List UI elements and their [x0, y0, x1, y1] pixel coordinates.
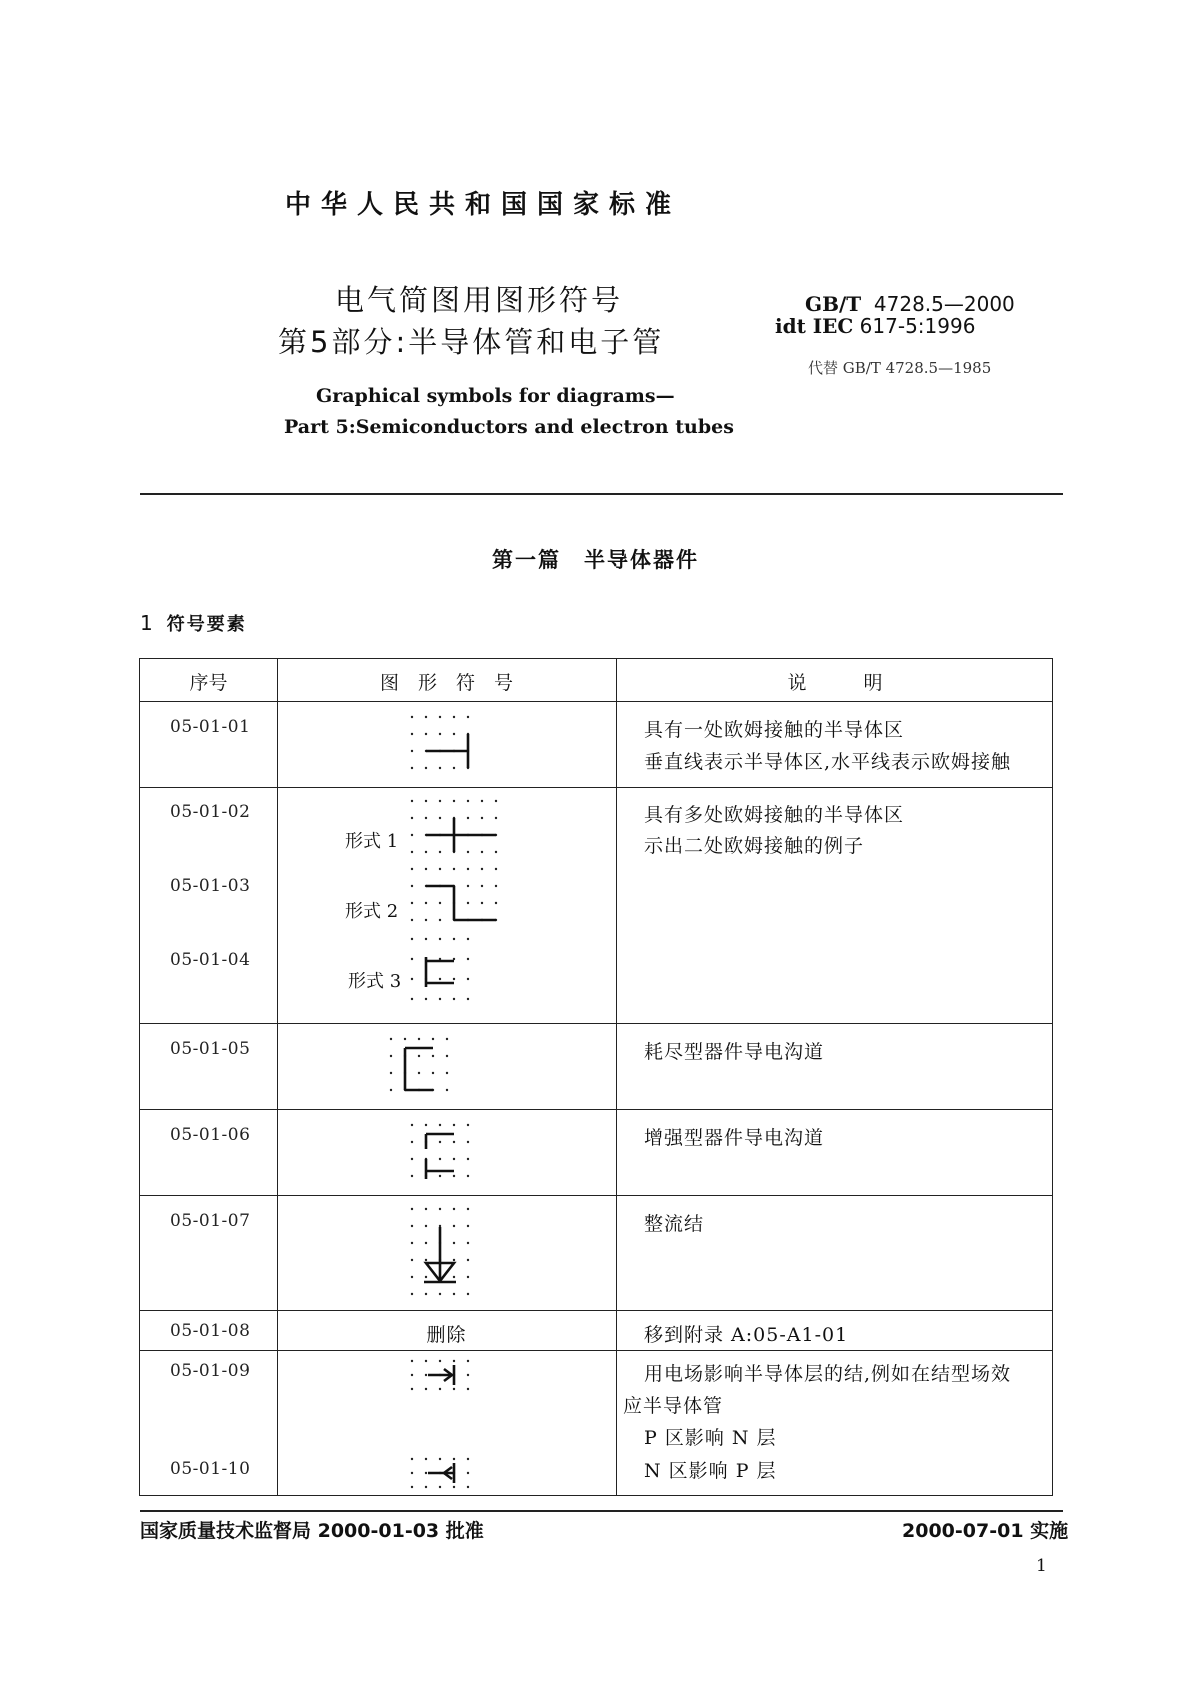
- grid-dot: [411, 1141, 413, 1143]
- grid-dot: [446, 1038, 448, 1040]
- row-desc: N 区影响 P 层: [644, 1460, 777, 1482]
- grid-dot: [439, 817, 441, 819]
- grid-dot: [425, 1225, 427, 1227]
- grid-dot: [439, 1141, 441, 1143]
- grid-dot: [425, 998, 427, 1000]
- rectifying-junction-symbol: [410, 1207, 480, 1307]
- grid-dot: [390, 1038, 392, 1040]
- row-desc: 增强型器件导电沟道: [644, 1127, 825, 1149]
- grid-dot: [425, 1293, 427, 1295]
- grid-dot: [495, 868, 497, 870]
- grid-dot: [481, 851, 483, 853]
- grid-dot: [453, 1293, 455, 1295]
- top-rule: [140, 493, 1063, 495]
- grid-dot: [411, 1225, 413, 1227]
- grid-dot: [425, 1242, 427, 1244]
- approval-note: 国家质量技术监督局 2000-01-03 批准: [140, 1520, 484, 1542]
- grid-dot: [425, 1124, 427, 1126]
- grid-dot: [439, 998, 441, 1000]
- grid-dot: [411, 1208, 413, 1210]
- grid-dot: [411, 1458, 413, 1460]
- form-label: 形式 3: [348, 971, 402, 992]
- deleted-symbol-text: 删除: [426, 1324, 467, 1346]
- grid-dot: [467, 1141, 469, 1143]
- row-code: 05-01-10: [170, 1459, 251, 1479]
- grid-dot: [453, 1486, 455, 1488]
- grid-dot: [425, 1276, 427, 1278]
- grid-dot: [411, 998, 413, 1000]
- grid-dot: [481, 800, 483, 802]
- grid-dot: [467, 938, 469, 940]
- grid-dot: [495, 800, 497, 802]
- grid-dot: [425, 817, 427, 819]
- part-heading: 第一篇 半导体器件: [492, 548, 699, 572]
- grid-dot: [495, 851, 497, 853]
- grid-dot: [439, 851, 441, 853]
- grid-dot: [411, 767, 413, 769]
- grid-dot: [411, 733, 413, 735]
- row-divider: [140, 787, 1052, 788]
- idt-prefix: idt IEC: [775, 314, 854, 338]
- row-code: 05-01-02: [170, 802, 251, 822]
- grid-dot: [439, 919, 441, 921]
- title-cn-line1: 电气简图用图形符号: [335, 283, 624, 317]
- grid-dot: [495, 885, 497, 887]
- grid-dot: [439, 978, 441, 980]
- multi-contact-form2-symbol: [410, 867, 510, 933]
- grid-dot: [439, 1388, 441, 1390]
- title-en-line1: Graphical symbols for diagrams—: [316, 385, 675, 407]
- grid-dot: [425, 902, 427, 904]
- grid-dot: [411, 1374, 413, 1376]
- p-affects-n-symbol: [410, 1355, 480, 1399]
- grid-dots: [411, 1124, 469, 1177]
- header-symbol: 图 形 符 号: [379, 672, 513, 694]
- grid-dot: [467, 1242, 469, 1244]
- multi-contact-form1-symbol: [410, 799, 510, 865]
- grid-dots: [411, 716, 469, 769]
- grid-dot: [453, 1276, 455, 1278]
- grid-dot: [481, 902, 483, 904]
- grid-dot: [425, 767, 427, 769]
- column-divider: [616, 659, 617, 1495]
- grid-dot: [439, 733, 441, 735]
- grid-dot: [439, 1175, 441, 1177]
- grid-dot: [425, 1259, 427, 1261]
- grid-dot: [425, 919, 427, 921]
- grid-dot: [467, 1472, 469, 1474]
- grid-dot: [411, 1259, 413, 1261]
- grid-dots: [390, 1038, 448, 1091]
- grid-dot: [411, 800, 413, 802]
- row-desc: P 区影响 N 层: [644, 1427, 777, 1449]
- grid-dot: [439, 1458, 441, 1460]
- grid-dot: [418, 1038, 420, 1040]
- row-desc: 示出二处欧姆接触的例子: [644, 835, 865, 857]
- grid-dot: [411, 919, 413, 921]
- grid-dot: [418, 1055, 420, 1057]
- section-heading: [140, 610, 247, 636]
- idt-number: 617-5:1996: [859, 314, 976, 338]
- grid-dot: [467, 1225, 469, 1227]
- page-number: 1: [1036, 1556, 1047, 1576]
- grid-dot: [439, 767, 441, 769]
- row-divider: [140, 1310, 1052, 1311]
- standard-number-value: 4728.5—2000: [873, 292, 1015, 316]
- grid-dot: [411, 868, 413, 870]
- grid-dot: [439, 1208, 441, 1210]
- grid-dot: [425, 851, 427, 853]
- grid-dot: [446, 1089, 448, 1091]
- section-number: 1: [140, 611, 153, 635]
- grid-dot: [411, 716, 413, 718]
- symbol-table: [139, 658, 1053, 1496]
- grid-dot: [411, 1276, 413, 1278]
- grid-dot: [446, 1055, 448, 1057]
- grid-dot: [453, 1458, 455, 1460]
- grid-dot: [439, 1158, 441, 1160]
- grid-dot: [425, 868, 427, 870]
- grid-dot: [439, 800, 441, 802]
- row-code: 05-01-05: [170, 1039, 251, 1059]
- grid-dot: [425, 1388, 427, 1390]
- grid-dot: [425, 716, 427, 718]
- grid-dot: [411, 817, 413, 819]
- grid-dot: [467, 800, 469, 802]
- grid-dot: [453, 767, 455, 769]
- grid-dot: [467, 1259, 469, 1261]
- grid-dots: [411, 938, 469, 1000]
- grid-dot: [411, 834, 413, 836]
- grid-dot: [467, 885, 469, 887]
- row-code: 05-01-09: [170, 1361, 251, 1381]
- grid-dot: [411, 1242, 413, 1244]
- grid-dot: [425, 1486, 427, 1488]
- grid-dot: [432, 1038, 434, 1040]
- column-divider: [277, 659, 278, 1495]
- row-desc: 耗尽型器件导电沟道: [644, 1041, 825, 1063]
- grid-dot: [411, 885, 413, 887]
- header-seq: 序号: [189, 672, 228, 694]
- grid-dot: [453, 1225, 455, 1227]
- row-desc: 用电场影响半导体层的结,例如在结型场效: [644, 1363, 1012, 1385]
- grid-dot: [467, 868, 469, 870]
- grid-dot: [453, 1360, 455, 1362]
- row-desc: 具有一处欧姆接触的半导体区: [644, 719, 905, 741]
- grid-dot: [467, 1175, 469, 1177]
- row-desc: 应半导体管: [623, 1395, 724, 1417]
- bottom-rule: [140, 1510, 1063, 1512]
- enhancement-channel-symbol: [410, 1123, 480, 1189]
- grid-dot: [390, 1072, 392, 1074]
- grid-dot: [439, 868, 441, 870]
- grid-dot: [467, 716, 469, 718]
- semiconductor-region-one-contact-symbol: [410, 715, 480, 781]
- section-title: 符号要素: [166, 614, 247, 635]
- row-code: 05-01-03: [170, 876, 251, 896]
- grid-dot: [453, 868, 455, 870]
- row-desc: 垂直线表示半导体区,水平线表示欧姆接触: [644, 751, 1012, 773]
- grid-dot: [467, 817, 469, 819]
- grid-dot: [481, 885, 483, 887]
- grid-dot: [411, 750, 413, 752]
- n-affects-p-symbol: [410, 1453, 480, 1497]
- grid-dot: [453, 978, 455, 980]
- grid-dot: [418, 1072, 420, 1074]
- grid-dot: [439, 1486, 441, 1488]
- grid-dot: [411, 1124, 413, 1126]
- grid-dot: [425, 733, 427, 735]
- grid-dot: [425, 1360, 427, 1362]
- form-label: 形式 1: [345, 831, 399, 852]
- row-divider: [140, 1195, 1052, 1196]
- grid-dot: [453, 1242, 455, 1244]
- grid-dot: [467, 1458, 469, 1460]
- row-code: 05-01-04: [170, 950, 251, 970]
- grid-dot: [467, 1208, 469, 1210]
- row-code: 05-01-08: [170, 1321, 251, 1341]
- national-standard-heading: 中华人民共和国国家标准: [285, 190, 682, 220]
- grid-dot: [453, 1175, 455, 1177]
- grid-dot: [467, 1276, 469, 1278]
- grid-dot: [453, 1388, 455, 1390]
- grid-dot: [467, 1124, 469, 1126]
- grid-dot: [467, 1293, 469, 1295]
- grid-dot: [411, 902, 413, 904]
- grid-dot: [467, 902, 469, 904]
- depletion-channel-symbol: [389, 1037, 459, 1103]
- grid-dot: [453, 716, 455, 718]
- row-divider: [140, 1109, 1052, 1110]
- grid-dot: [439, 938, 441, 940]
- title-en-line2: Part 5:Semiconductors and electron tubes: [284, 416, 734, 438]
- grid-dot: [453, 1124, 455, 1126]
- grid-dot: [439, 1293, 441, 1295]
- grid-dot: [439, 1225, 441, 1227]
- row-divider: [140, 1023, 1052, 1024]
- row-desc: 整流结: [644, 1213, 705, 1235]
- grid-dot: [390, 1055, 392, 1057]
- grid-dot: [439, 716, 441, 718]
- grid-dot: [425, 938, 427, 940]
- grid-dot: [425, 1472, 427, 1474]
- grid-dot: [432, 1072, 434, 1074]
- grid-dot: [439, 1360, 441, 1362]
- grid-dot: [453, 1208, 455, 1210]
- grid-dot: [439, 902, 441, 904]
- title-cn-line2: 第5部分:半导体管和电子管: [278, 325, 665, 359]
- grid-dot: [411, 938, 413, 940]
- grid-dot: [411, 1360, 413, 1362]
- grid-dot: [411, 851, 413, 853]
- grid-dot: [411, 1293, 413, 1295]
- grid-dot: [432, 1055, 434, 1057]
- grid-dot: [425, 1374, 427, 1376]
- multi-contact-form3-symbol: [410, 937, 480, 1009]
- grid-dot: [453, 998, 455, 1000]
- grid-dot: [411, 1158, 413, 1160]
- grid-dot: [495, 902, 497, 904]
- grid-dot: [411, 958, 413, 960]
- row-code: 05-01-07: [170, 1211, 251, 1231]
- form-label: 形式 2: [345, 901, 399, 922]
- grid-dot: [467, 958, 469, 960]
- grid-dot: [404, 1038, 406, 1040]
- effective-date: 2000-07-01 实施: [902, 1520, 1069, 1542]
- row-code: 05-01-01: [170, 717, 251, 737]
- header-desc: 说 明: [787, 672, 883, 694]
- row-code: 05-01-06: [170, 1125, 251, 1145]
- replaces-note: 代替 GB/T 4728.5—1985: [808, 359, 992, 377]
- grid-dot: [467, 1360, 469, 1362]
- grid-dot: [425, 800, 427, 802]
- grid-dot: [453, 1158, 455, 1160]
- row-divider: [140, 1350, 1052, 1351]
- grid-dot: [467, 851, 469, 853]
- grid-dot: [411, 1388, 413, 1390]
- row-desc: 具有多处欧姆接触的半导体区: [644, 804, 905, 826]
- grid-dot: [467, 998, 469, 1000]
- grid-dot: [411, 1175, 413, 1177]
- row-desc: 移到附录 A:05-A1-01: [644, 1324, 849, 1346]
- grid-dot: [390, 1089, 392, 1091]
- grid-dot: [411, 978, 413, 980]
- grid-dot: [411, 1472, 413, 1474]
- grid-dot: [411, 1486, 413, 1488]
- grid-dot: [495, 817, 497, 819]
- row-divider: [140, 701, 1052, 702]
- grid-dot: [425, 1458, 427, 1460]
- grid-dot: [481, 868, 483, 870]
- grid-dot: [467, 1374, 469, 1376]
- grid-dot: [453, 938, 455, 940]
- grid-dot: [467, 1486, 469, 1488]
- grid-dot: [446, 1072, 448, 1074]
- standard-prefix: GB/T: [805, 292, 862, 316]
- grid-dot: [467, 1388, 469, 1390]
- standard-number: [805, 292, 1015, 316]
- grid-dot: [453, 733, 455, 735]
- grid-dot: [453, 1259, 455, 1261]
- idt-reference: [775, 314, 975, 338]
- grid-dot: [467, 1158, 469, 1160]
- grid-dot: [453, 1141, 455, 1143]
- grid-dot: [453, 800, 455, 802]
- grid-dot: [439, 1124, 441, 1126]
- grid-dot: [481, 817, 483, 819]
- grid-dot: [425, 1208, 427, 1210]
- grid-dot: [467, 978, 469, 980]
